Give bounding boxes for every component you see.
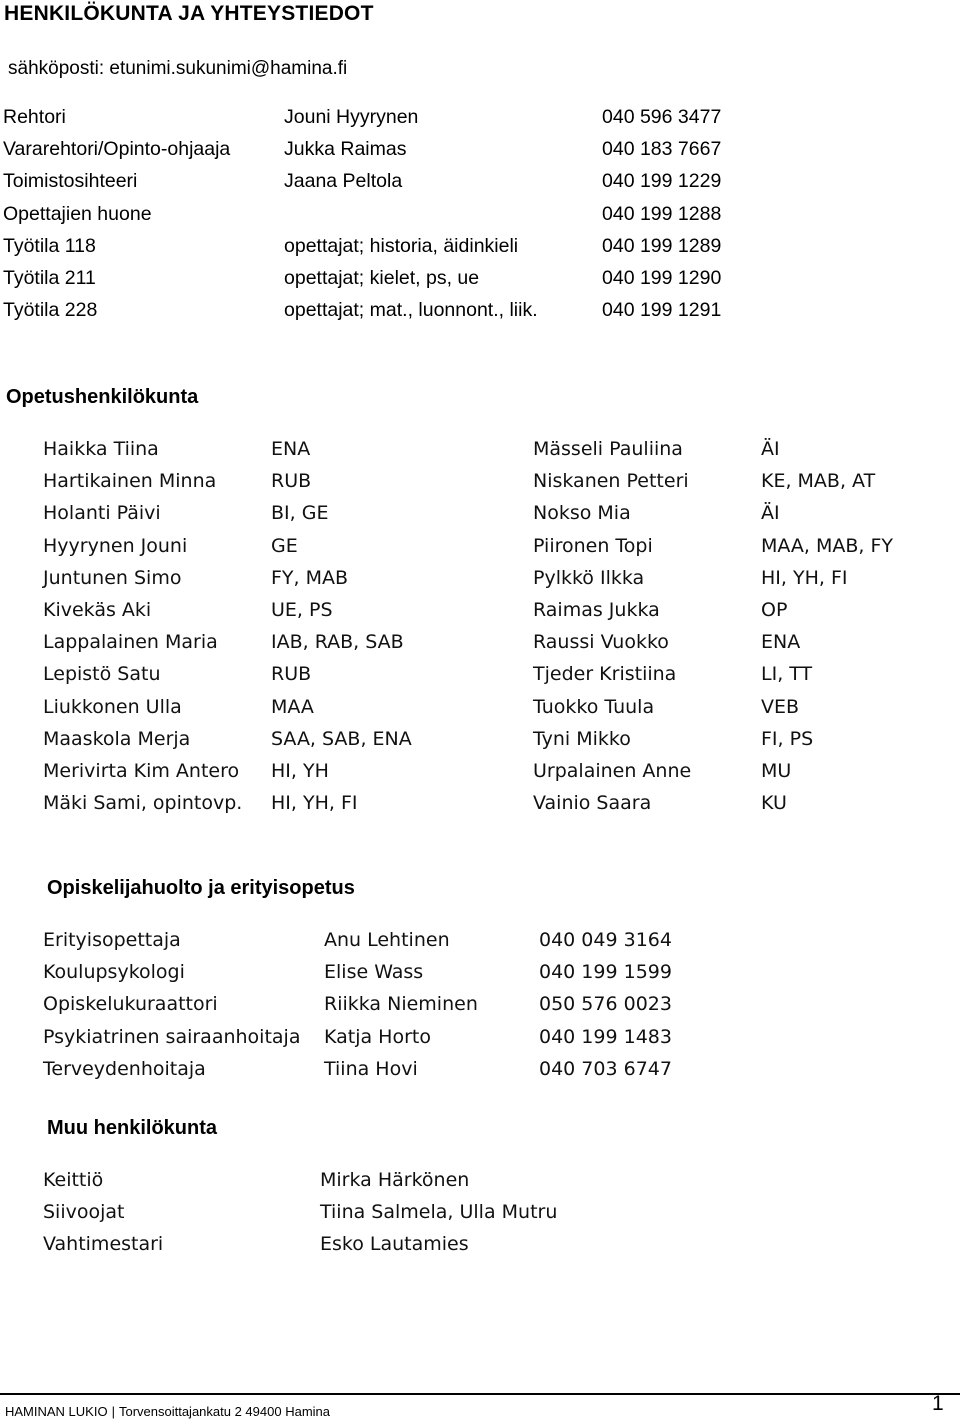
- other-staff-row: [43, 1233, 743, 1265]
- contact-name: opettajat; historia, äidinkieli: [284, 234, 519, 257]
- teacher-name: Merivirta Kim Antero: [43, 759, 240, 782]
- teacher-name: Kivekäs Aki: [43, 598, 152, 621]
- teacher-name: Vainio Saara: [533, 792, 652, 815]
- teacher-name: Lepistö Satu: [43, 663, 161, 686]
- footer-divider: [0, 1393, 960, 1395]
- teacher-subjects: HI, YH: [271, 759, 329, 782]
- contact-role: Rehtori: [3, 106, 66, 128]
- teacher-name: Raussi Vuokko: [533, 631, 669, 654]
- teacher-subjects: MAA, MAB, FY: [761, 534, 894, 557]
- contact-phone: 040 199 1291: [602, 299, 722, 322]
- welfare-table: [43, 929, 743, 1090]
- section-heading-teaching: Opetushenkilökunta: [6, 386, 199, 408]
- contact-row: [3, 106, 943, 138]
- teacher-subjects: FI, PS: [761, 727, 814, 750]
- teacher-subjects: UE, PS: [271, 598, 333, 621]
- other-staff-role: Siivoojat: [43, 1201, 125, 1224]
- teacher-row: [43, 567, 943, 599]
- welfare-phone: 040 199 1599: [539, 961, 672, 984]
- welfare-phone: 040 049 3164: [539, 929, 672, 951]
- teacher-name: Hartikainen Minna: [43, 470, 217, 493]
- other-staff-row: [43, 1169, 743, 1201]
- welfare-name: Anu Lehtinen: [324, 929, 450, 951]
- welfare-row: [43, 1026, 743, 1058]
- teacher-subjects: ENA: [761, 631, 801, 654]
- teacher-subjects: ENA: [271, 438, 311, 460]
- teacher-subjects: RUB: [271, 470, 312, 493]
- footer-school: HAMINAN LUKIO: [5, 1404, 108, 1419]
- teacher-table: [43, 438, 943, 824]
- teacher-row: [43, 631, 943, 663]
- teacher-subjects: BI, GE: [271, 502, 329, 525]
- welfare-row: [43, 1058, 743, 1090]
- contact-name: Jaana Peltola: [284, 170, 403, 193]
- contact-phone: 040 199 1288: [602, 202, 722, 225]
- teacher-name: Liukkonen Ulla: [43, 695, 182, 718]
- teacher-row: [43, 663, 943, 695]
- contact-role: Työtila 211: [3, 266, 96, 289]
- welfare-name: Katja Horto: [324, 1025, 431, 1048]
- contact-phone: 040 199 1229: [602, 170, 722, 193]
- contact-role: Toimistosihteeri: [3, 170, 138, 193]
- other-staff-name: Mirka Härkönen: [320, 1169, 470, 1191]
- teacher-row: [43, 760, 943, 792]
- welfare-row: [43, 929, 743, 961]
- teacher-subjects: MU: [761, 759, 792, 782]
- teacher-row: [43, 728, 943, 760]
- section-heading-welfare: Opiskelijahuolto ja erityisopetus: [47, 877, 355, 899]
- teacher-subjects: RUB: [271, 663, 312, 686]
- teacher-row: [43, 470, 943, 502]
- teacher-row: [43, 696, 943, 728]
- other-staff-row: [43, 1201, 743, 1233]
- contact-name: Jouni Hyyrynen: [284, 106, 419, 128]
- welfare-row: [43, 961, 743, 993]
- contact-row: [3, 267, 943, 299]
- teacher-name: Tyni Mikko: [533, 727, 631, 750]
- teacher-name: Urpalainen Anne: [533, 759, 692, 782]
- welfare-phone: 050 576 0023: [539, 993, 672, 1016]
- contact-role: Opettajien huone: [3, 202, 152, 225]
- welfare-role: Koulupsykologi: [43, 961, 185, 984]
- other-staff-role: Keittiö: [43, 1169, 104, 1191]
- contact-row: [3, 299, 943, 331]
- contact-name: opettajat; mat., luonnont., liik.: [284, 299, 538, 322]
- teacher-row: [43, 599, 943, 631]
- teacher-name: Raimas Jukka: [533, 598, 660, 621]
- teacher-subjects: MAA: [271, 695, 314, 718]
- teacher-name: Juntunen Simo: [43, 566, 182, 589]
- teacher-subjects: OP: [761, 598, 788, 621]
- teacher-subjects: KE, MAB, AT: [761, 470, 876, 493]
- contact-phone: 040 199 1289: [602, 234, 722, 257]
- teacher-subjects: KU: [761, 792, 787, 815]
- teacher-name: Holanti Päivi: [43, 502, 161, 525]
- teacher-row: [43, 792, 943, 824]
- contact-name: Jukka Raimas: [284, 138, 407, 161]
- contact-name: opettajat; kielet, ps, ue: [284, 266, 480, 289]
- teacher-subjects: HI, YH, FI: [761, 566, 848, 589]
- page-number: 1: [932, 1392, 944, 1415]
- teacher-subjects: ÄI: [761, 438, 780, 460]
- teacher-name: Haikka Tiina: [43, 438, 159, 460]
- teacher-name: Mässeli Pauliina: [533, 438, 683, 460]
- teacher-row: [43, 438, 943, 470]
- teacher-name: Mäki Sami, opintovp.: [43, 792, 243, 815]
- other-staff-role: Vahtimestari: [43, 1233, 164, 1256]
- footer-street: Torvensoittajankatu 2 49400 Hamina: [118, 1404, 330, 1419]
- teacher-name: Niskanen Petteri: [533, 470, 689, 493]
- teacher-name: Hyyrynen Jouni: [43, 534, 188, 557]
- teacher-name: Tuokko Tuula: [533, 695, 655, 718]
- section-heading-other: Muu henkilökunta: [47, 1117, 217, 1139]
- teacher-row: [43, 502, 943, 534]
- teacher-subjects: FY, MAB: [271, 566, 349, 589]
- teacher-subjects: GE: [271, 534, 298, 557]
- other-staff-table: [43, 1169, 743, 1266]
- welfare-row: [43, 993, 743, 1025]
- other-staff-name: Esko Lautamies: [320, 1233, 469, 1256]
- contact-row: [3, 170, 943, 202]
- welfare-phone: 040 703 6747: [539, 1057, 672, 1080]
- contact-row: [3, 203, 943, 235]
- contact-phone: 040 183 7667: [602, 138, 722, 161]
- teacher-subjects: VEB: [761, 695, 800, 718]
- contact-table: [3, 106, 943, 331]
- teacher-name: Lappalainen Maria: [43, 631, 218, 654]
- teacher-subjects: LI, TT: [761, 663, 813, 686]
- contact-phone: 040 199 1290: [602, 266, 722, 289]
- teacher-name: Piironen Topi: [533, 534, 653, 557]
- welfare-name: Tiina Hovi: [324, 1057, 418, 1080]
- welfare-role: Erityisopettaja: [43, 929, 181, 951]
- teacher-subjects: IAB, RAB, SAB: [271, 631, 404, 654]
- contact-role: Työtila 118: [3, 234, 96, 257]
- contact-row: [3, 138, 943, 170]
- email-format: sähköposti: etunimi.sukunimi@hamina.fi: [8, 58, 348, 79]
- teacher-row: [43, 535, 943, 567]
- welfare-name: Riikka Nieminen: [324, 993, 478, 1016]
- welfare-name: Elise Wass: [324, 961, 424, 984]
- teacher-name: Maaskola Merja: [43, 727, 191, 750]
- welfare-role: Terveydenhoitaja: [43, 1057, 206, 1080]
- welfare-role: Psykiatrinen sairaanhoitaja: [43, 1025, 301, 1048]
- teacher-subjects: HI, YH, FI: [271, 792, 358, 815]
- teacher-name: Tjeder Kristiina: [533, 663, 677, 686]
- page-title: HENKILÖKUNTA JA YHTEYSTIEDOT: [4, 2, 374, 25]
- other-staff-name: Tiina Salmela, Ulla Mutru: [320, 1201, 558, 1224]
- welfare-role: Opiskelukuraattori: [43, 993, 218, 1016]
- teacher-subjects: ÄI: [761, 502, 780, 525]
- welfare-phone: 040 199 1483: [539, 1025, 672, 1048]
- contact-row: [3, 235, 943, 267]
- footer-separator: |: [111, 1404, 115, 1419]
- teacher-name: Nokso Mia: [533, 502, 631, 525]
- contact-role: Vararehtori/Opinto-ohjaaja: [3, 138, 231, 161]
- footer-address: [5, 1404, 330, 1419]
- contact-role: Työtila 228: [3, 299, 98, 322]
- contact-phone: 040 596 3477: [602, 106, 722, 128]
- teacher-name: Pylkkö Ilkka: [533, 566, 645, 589]
- teacher-subjects: SAA, SAB, ENA: [271, 727, 412, 750]
